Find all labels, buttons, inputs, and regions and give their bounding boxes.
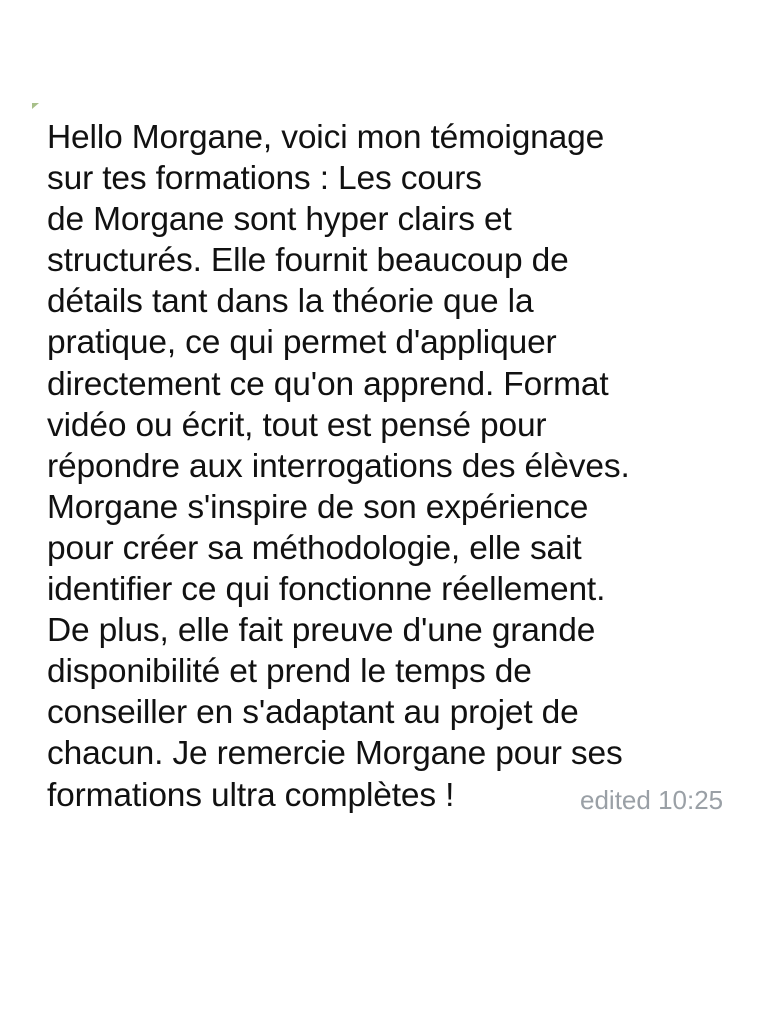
message-line: sur tes formations : Les cours (47, 160, 482, 198)
message-edited-timestamp: edited 10:25 (580, 784, 724, 815)
message-line: chacun. Je remercie Morgane pour ses (47, 735, 623, 773)
message-line: conseiller en s'adaptant au projet de (47, 694, 579, 732)
message-line: disponibilité et prend le temps de (47, 653, 532, 691)
message-bubble[interactable] (47, 117, 737, 816)
message-line: formations ultra complètes ! (47, 776, 455, 814)
message-line: détails tant dans la théorie que la (47, 283, 534, 321)
message-line: de Morgane sont hyper clairs et (47, 201, 512, 239)
message-line: De plus, elle fait preuve d'une grande (47, 612, 596, 650)
message-line: pour créer sa méthodologie, elle sait (47, 529, 582, 567)
message-bubble-tail (32, 103, 39, 109)
message-line: vidéo ou écrit, tout est pensé pour (47, 406, 547, 444)
message-line: Morgane s'inspire de son expérience (47, 488, 589, 526)
message-line: répondre aux interrogations des élèves. (47, 447, 630, 485)
message-line: directement ce qu'on apprend. Format (47, 365, 609, 403)
message-line: structurés. Elle fournit beaucoup de (47, 242, 569, 280)
message-line: identifier ce qui fonctionne réellement. (47, 571, 606, 609)
message-line: pratique, ce qui permet d'appliquer (47, 324, 557, 362)
message-last-row (47, 775, 737, 816)
message-line: Hello Morgane, voici mon témoignage (47, 119, 605, 156)
